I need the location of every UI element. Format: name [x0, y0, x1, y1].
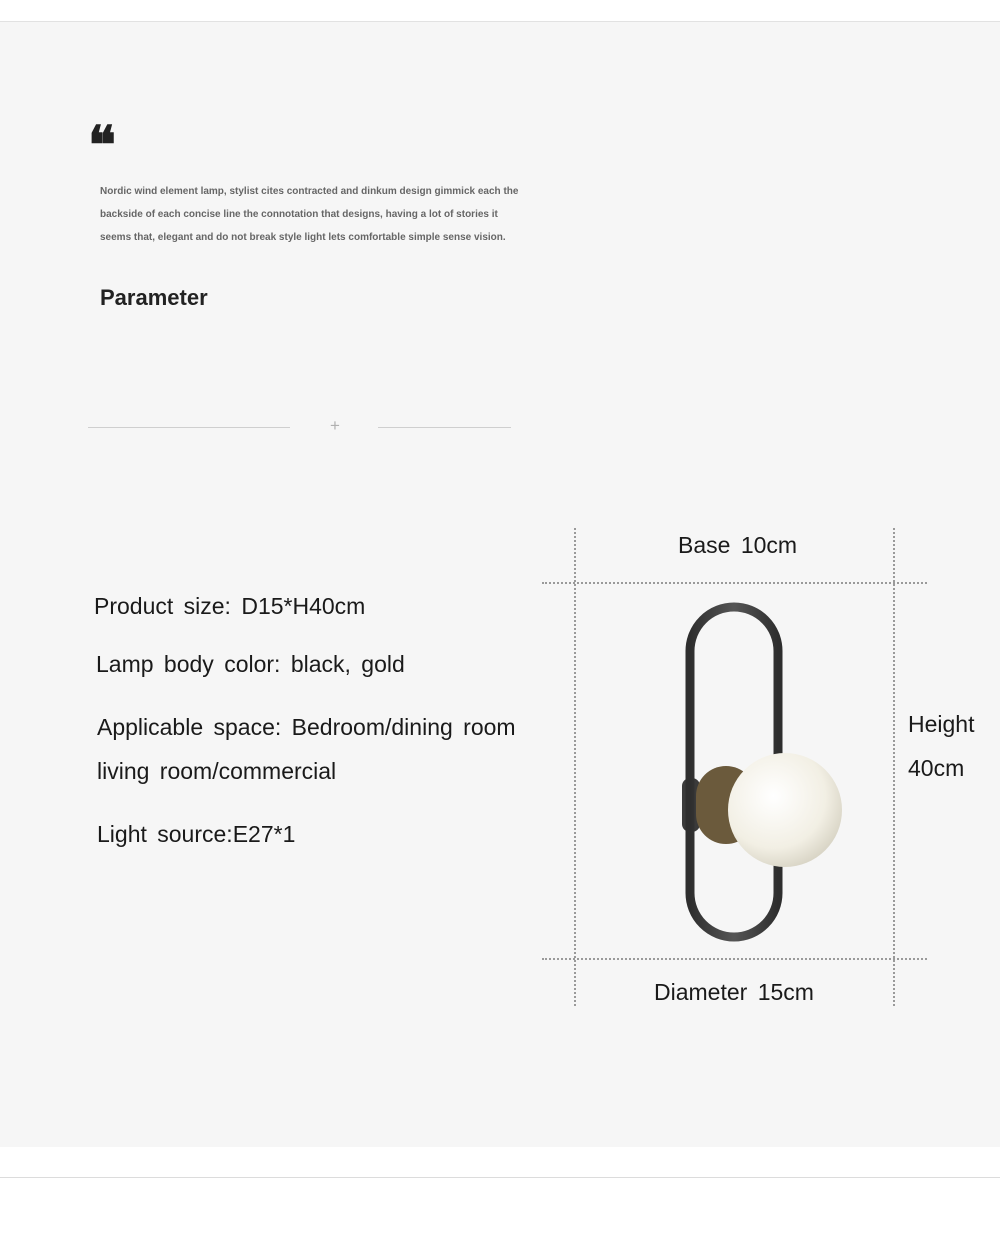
dim-guide-left — [574, 528, 576, 1006]
dim-guide-bottom — [542, 958, 927, 960]
spec-product-size: Product size: D15*H40cm — [94, 593, 366, 619]
divider-plus-icon: + — [330, 416, 340, 435]
intro-text: Nordic wind element lamp, stylist cites contracted and dinkum design gimmick each the backside of each concise line the connotation that designs, having a lot of stories it seems that, elegant and do not break style light lets comfortable simple sense vision. — [100, 186, 519, 243]
spec-space-line2: living room/commercial — [97, 758, 337, 784]
divider-left-line — [88, 427, 290, 428]
wall-lamp-image — [660, 590, 860, 950]
lamp-globe — [728, 753, 842, 867]
dim-height-value: 40cm — [908, 755, 965, 781]
spec-space-line1: Applicable space: Bedroom/dining room — [97, 714, 516, 740]
section-title: Parameter — [100, 285, 208, 310]
dim-guide-right — [893, 528, 895, 1006]
spec-body-color: Lamp body color: black, gold — [96, 651, 405, 677]
quote-icon: ❝ — [88, 115, 112, 176]
dim-base-label: Base 10cm — [678, 532, 798, 558]
dim-guide-top — [542, 582, 927, 584]
bottom-divider — [0, 1177, 1000, 1178]
spec-light-source: Light source:E27*1 — [97, 821, 296, 847]
dim-height-label: Height — [908, 711, 975, 737]
divider-right-line — [378, 427, 511, 428]
dim-diameter-label: Diameter 15cm — [654, 979, 814, 1005]
